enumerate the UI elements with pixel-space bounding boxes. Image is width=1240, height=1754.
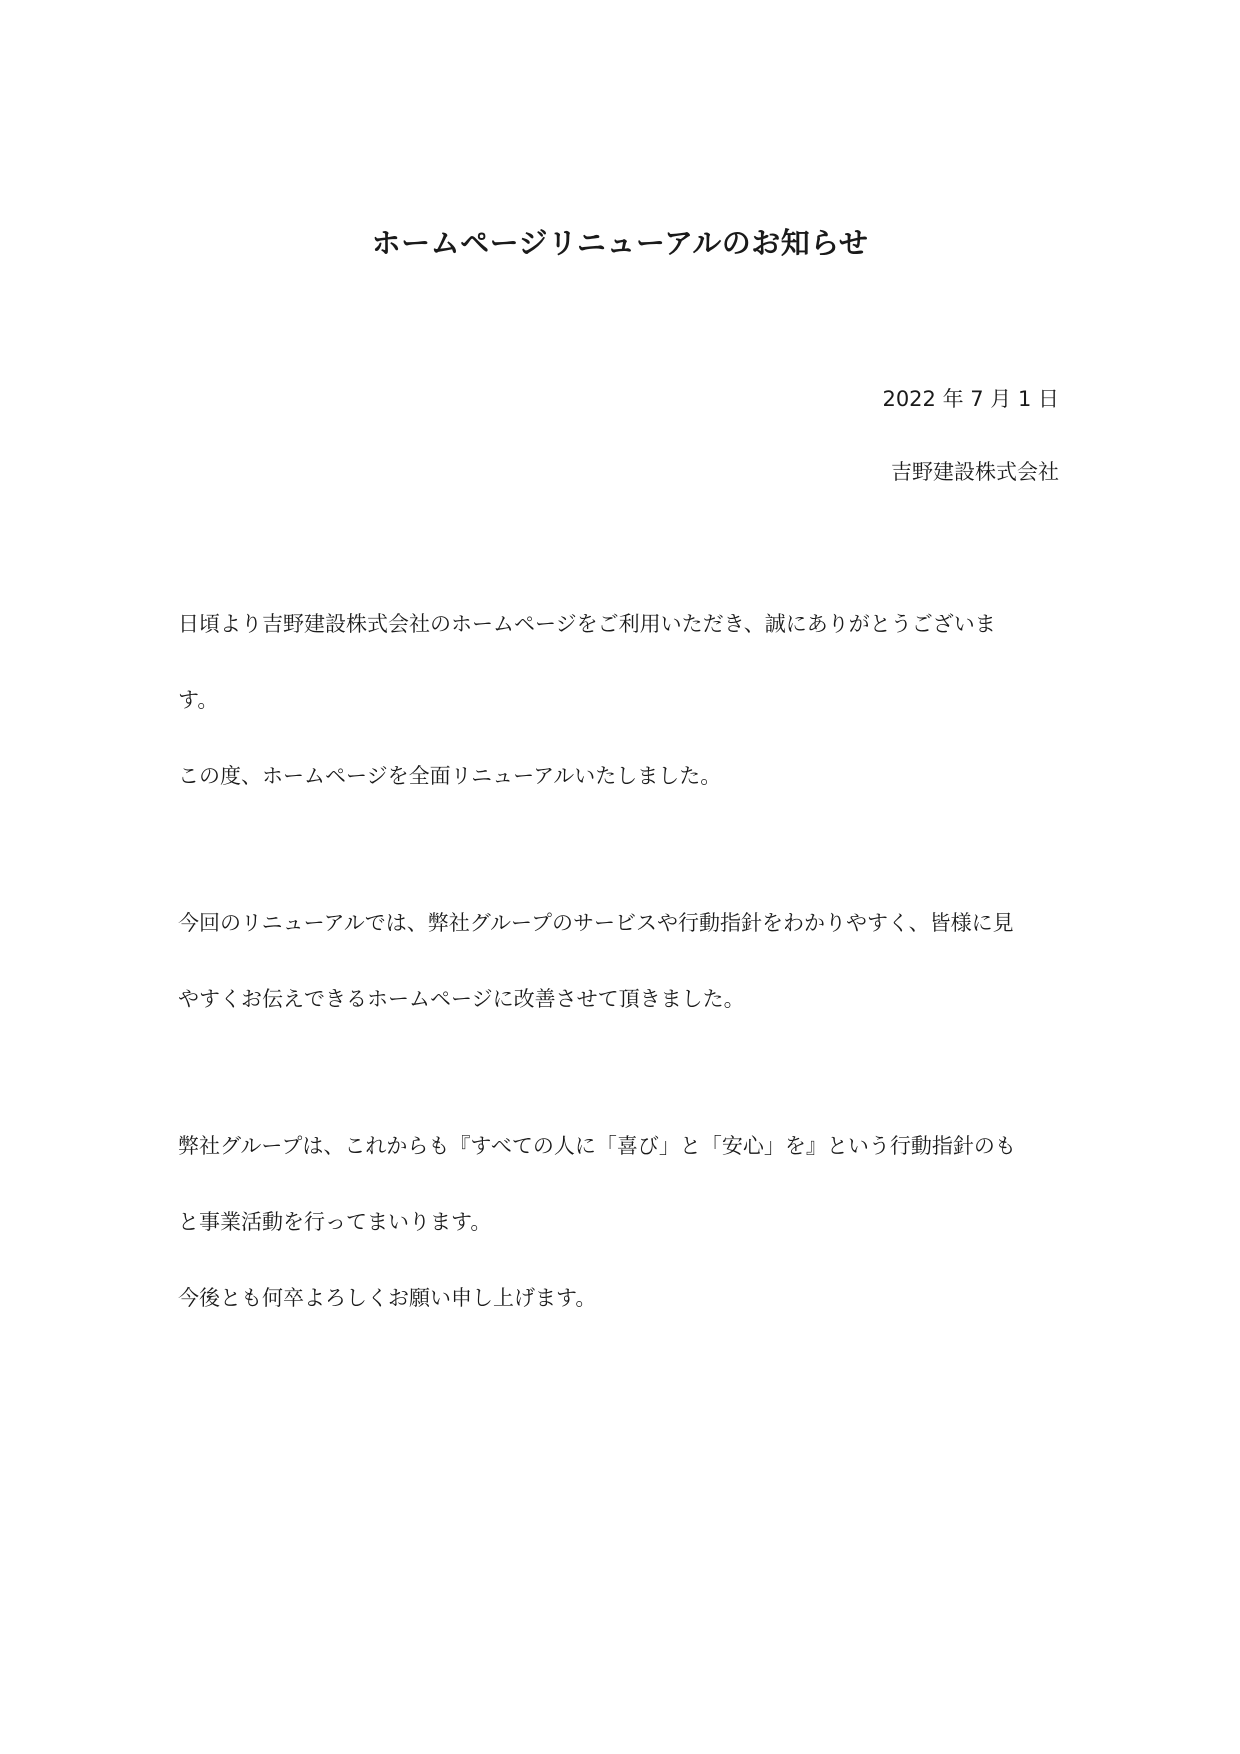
body-line: 今後とも何卒よろしくお願い申し上げます。 [178, 1286, 597, 1310]
body-line: やすくお伝えできるホームページに改善させて頂きました。 [178, 987, 745, 1011]
notice-date: 2022 年 7 月 1 日 [882, 387, 1059, 411]
body-line: と事業活動を行ってまいります。 [178, 1210, 492, 1234]
page-title: ホームページリニューアルのお知らせ [371, 226, 869, 260]
body-line: す。 [178, 688, 219, 712]
body-line: この度、ホームページを全面リニューアルいたしました。 [178, 764, 722, 788]
body-line: 今回のリニューアルでは、弊社グループのサービスや行動指針をわかりやすく、皆様に見 [178, 911, 1014, 935]
body-line: 日頃より吉野建設株式会社のホームページをご利用いただき、誠にありがとうございま [178, 612, 996, 636]
company-name: 吉野建設株式会社 [891, 460, 1059, 484]
body-line: 弊社グループは、これからも『すべての人に「喜び」と「安心」を』という行動指針のも [178, 1134, 1016, 1158]
